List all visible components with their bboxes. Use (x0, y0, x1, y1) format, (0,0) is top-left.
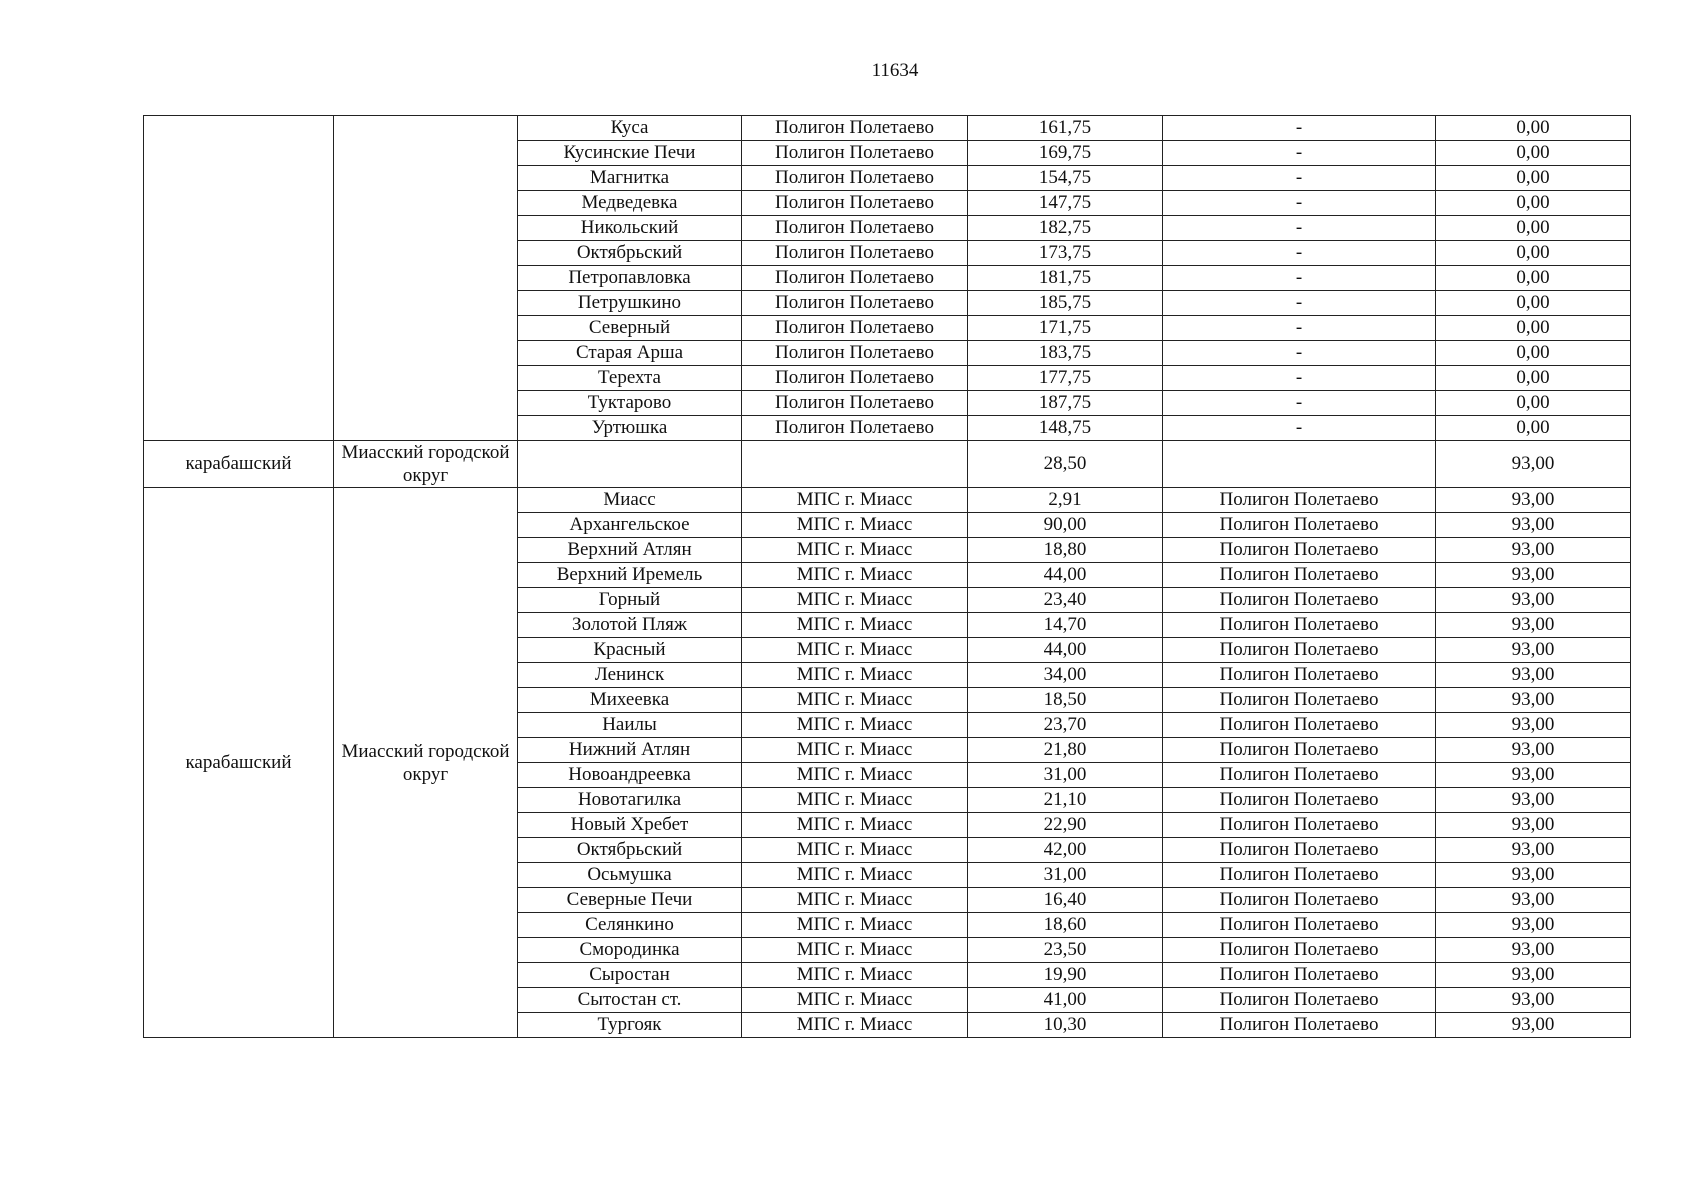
value-cell: 93,00 (1436, 863, 1631, 888)
settlement-cell: Михеевка (518, 688, 742, 713)
value-cell: 0,00 (1436, 266, 1631, 291)
zone-cell (144, 116, 334, 441)
distance-cell: 22,90 (968, 813, 1163, 838)
destination-cell: - (1163, 291, 1436, 316)
destination-cell: Полигон Полетаево (1163, 763, 1436, 788)
facility-cell: Полигон Полетаево (742, 266, 968, 291)
destination-cell: - (1163, 191, 1436, 216)
settlement-cell: Красный (518, 638, 742, 663)
value-cell: 0,00 (1436, 366, 1631, 391)
municipality-cell: Миасский городской округ (334, 441, 518, 488)
destination-cell: - (1163, 216, 1436, 241)
destination-cell: Полигон Полетаево (1163, 663, 1436, 688)
table-row (144, 488, 1631, 513)
value-cell: 93,00 (1436, 1013, 1631, 1038)
destination-cell: Полигон Полетаево (1163, 513, 1436, 538)
value-cell: 0,00 (1436, 166, 1631, 191)
municipality-cell: Миасский городской округ (334, 488, 518, 1038)
value-cell: 93,00 (1436, 663, 1631, 688)
summary-row (144, 441, 1631, 488)
facility-cell: Полигон Полетаево (742, 291, 968, 316)
destination-cell: - (1163, 166, 1436, 191)
distance-cell: 181,75 (968, 266, 1163, 291)
facility-cell: Полигон Полетаево (742, 316, 968, 341)
destination-cell: Полигон Полетаево (1163, 588, 1436, 613)
value-cell: 93,00 (1436, 763, 1631, 788)
facility-cell: МПС г. Миасс (742, 788, 968, 813)
destination-cell: - (1163, 316, 1436, 341)
facility-cell: МПС г. Миасс (742, 538, 968, 563)
facility-cell: МПС г. Миасс (742, 713, 968, 738)
distance-cell: 154,75 (968, 166, 1163, 191)
distance-cell: 2,91 (968, 488, 1163, 513)
settlement-cell: Новый Хребет (518, 813, 742, 838)
value-cell: 93,00 (1436, 441, 1631, 488)
facility-cell (742, 441, 968, 488)
settlement-cell: Терехта (518, 366, 742, 391)
settlement-cell: Тургояк (518, 1013, 742, 1038)
facility-cell: МПС г. Миасс (742, 563, 968, 588)
distance-cell: 31,00 (968, 763, 1163, 788)
settlement-cell: Магнитка (518, 166, 742, 191)
facility-cell: Полигон Полетаево (742, 366, 968, 391)
settlement-cell: Нижний Атлян (518, 738, 742, 763)
destination-cell: Полигон Полетаево (1163, 538, 1436, 563)
value-cell: 93,00 (1436, 913, 1631, 938)
distance-cell: 173,75 (968, 241, 1163, 266)
settlement-cell: Горный (518, 588, 742, 613)
distance-cell: 18,50 (968, 688, 1163, 713)
value-cell: 93,00 (1436, 488, 1631, 513)
facility-cell: Полигон Полетаево (742, 241, 968, 266)
facility-cell: МПС г. Миасс (742, 938, 968, 963)
value-cell: 0,00 (1436, 116, 1631, 141)
distance-cell: 44,00 (968, 638, 1163, 663)
destination-cell: - (1163, 391, 1436, 416)
table-body (144, 116, 1631, 1038)
value-cell: 0,00 (1436, 241, 1631, 266)
distance-cell: 21,80 (968, 738, 1163, 763)
settlement-cell: Верхний Иремель (518, 563, 742, 588)
page-number: 11634 (871, 60, 919, 81)
settlement-cell: Октябрьский (518, 838, 742, 863)
facility-cell: Полигон Полетаево (742, 141, 968, 166)
value-cell: 0,00 (1436, 341, 1631, 366)
distance-cell: 14,70 (968, 613, 1163, 638)
value-cell: 0,00 (1436, 191, 1631, 216)
facility-cell: МПС г. Миасс (742, 1013, 968, 1038)
destination-cell: Полигон Полетаево (1163, 788, 1436, 813)
destination-cell: - (1163, 141, 1436, 166)
zone-cell: карабашский (144, 441, 334, 488)
value-cell: 93,00 (1436, 888, 1631, 913)
distance-cell: 185,75 (968, 291, 1163, 316)
destination-cell: Полигон Полетаево (1163, 688, 1436, 713)
settlement-cell: Никольский (518, 216, 742, 241)
settlement-cell: Октябрьский (518, 241, 742, 266)
facility-cell: МПС г. Миасс (742, 738, 968, 763)
facility-cell: Полигон Полетаево (742, 116, 968, 141)
value-cell: 93,00 (1436, 713, 1631, 738)
municipality-cell (334, 116, 518, 441)
distance-cell: 31,00 (968, 863, 1163, 888)
destination-cell: Полигон Полетаево (1163, 1013, 1436, 1038)
distance-cell: 23,40 (968, 588, 1163, 613)
facility-cell: МПС г. Миасс (742, 988, 968, 1013)
facility-cell: МПС г. Миасс (742, 888, 968, 913)
facility-cell: МПС г. Миасс (742, 838, 968, 863)
settlement-cell: Архангельское (518, 513, 742, 538)
distance-cell: 148,75 (968, 416, 1163, 441)
value-cell: 93,00 (1436, 613, 1631, 638)
destination-cell: Полигон Полетаево (1163, 563, 1436, 588)
distance-cell: 18,80 (968, 538, 1163, 563)
facility-cell: МПС г. Миасс (742, 863, 968, 888)
settlement-cell: Ленинск (518, 663, 742, 688)
destination-cell: Полигон Полетаево (1163, 988, 1436, 1013)
value-cell: 0,00 (1436, 141, 1631, 166)
table-row (144, 116, 1631, 141)
value-cell: 93,00 (1436, 738, 1631, 763)
distance-cell: 16,40 (968, 888, 1163, 913)
facility-cell: МПС г. Миасс (742, 963, 968, 988)
distance-cell: 41,00 (968, 988, 1163, 1013)
distance-cell: 90,00 (968, 513, 1163, 538)
distance-cell: 169,75 (968, 141, 1163, 166)
facility-cell: МПС г. Миасс (742, 513, 968, 538)
destination-cell: - (1163, 116, 1436, 141)
value-cell: 93,00 (1436, 838, 1631, 863)
settlement-cell: Верхний Атлян (518, 538, 742, 563)
settlement-cell: Золотой Пляж (518, 613, 742, 638)
settlement-cell: Петрушкино (518, 291, 742, 316)
destination-cell: Полигон Полетаево (1163, 913, 1436, 938)
facility-cell: МПС г. Миасс (742, 613, 968, 638)
distance-cell: 19,90 (968, 963, 1163, 988)
destination-cell: Полигон Полетаево (1163, 488, 1436, 513)
value-cell: 93,00 (1436, 638, 1631, 663)
facility-cell: Полигон Полетаево (742, 416, 968, 441)
settlement-cell (518, 441, 742, 488)
value-cell: 93,00 (1436, 988, 1631, 1013)
destination-cell: Полигон Полетаево (1163, 938, 1436, 963)
value-cell: 0,00 (1436, 391, 1631, 416)
settlement-cell: Селянкино (518, 913, 742, 938)
destination-cell: - (1163, 241, 1436, 266)
settlement-cell: Новоандреевка (518, 763, 742, 788)
value-cell: 93,00 (1436, 963, 1631, 988)
value-cell: 93,00 (1436, 813, 1631, 838)
facility-cell: МПС г. Миасс (742, 638, 968, 663)
destination-cell: - (1163, 416, 1436, 441)
value-cell: 0,00 (1436, 316, 1631, 341)
destination-cell: Полигон Полетаево (1163, 613, 1436, 638)
destination-cell: Полигон Полетаево (1163, 838, 1436, 863)
distance-cell: 187,75 (968, 391, 1163, 416)
zone-cell: карабашский (144, 488, 334, 1038)
facility-cell: Полигон Полетаево (742, 391, 968, 416)
value-cell: 93,00 (1436, 563, 1631, 588)
facility-cell: МПС г. Миасс (742, 588, 968, 613)
facility-cell: МПС г. Миасс (742, 488, 968, 513)
facility-cell: МПС г. Миасс (742, 813, 968, 838)
settlement-cell: Туктарово (518, 391, 742, 416)
distance-cell: 21,10 (968, 788, 1163, 813)
settlement-cell: Осьмушка (518, 863, 742, 888)
settlement-cell: Наилы (518, 713, 742, 738)
waste-transport-table (143, 115, 1631, 1038)
settlement-cell: Новотагилка (518, 788, 742, 813)
distance-cell: 161,75 (968, 116, 1163, 141)
settlement-cell: Северный (518, 316, 742, 341)
settlement-cell: Куса (518, 116, 742, 141)
distance-cell: 147,75 (968, 191, 1163, 216)
distance-cell: 10,30 (968, 1013, 1163, 1038)
value-cell: 93,00 (1436, 788, 1631, 813)
value-cell: 0,00 (1436, 291, 1631, 316)
destination-cell: Полигон Полетаево (1163, 713, 1436, 738)
distance-cell: 183,75 (968, 341, 1163, 366)
destination-cell: Полигон Полетаево (1163, 863, 1436, 888)
facility-cell: Полигон Полетаево (742, 166, 968, 191)
facility-cell: Полигон Полетаево (742, 216, 968, 241)
facility-cell: МПС г. Миасс (742, 763, 968, 788)
value-cell: 93,00 (1436, 688, 1631, 713)
facility-cell: Полигон Полетаево (742, 341, 968, 366)
distance-cell: 182,75 (968, 216, 1163, 241)
settlement-cell: Старая Арша (518, 341, 742, 366)
settlement-cell: Уртюшка (518, 416, 742, 441)
value-cell: 93,00 (1436, 538, 1631, 563)
settlement-cell: Сытостан ст. (518, 988, 742, 1013)
facility-cell: МПС г. Миасс (742, 688, 968, 713)
destination-cell: Полигон Полетаево (1163, 813, 1436, 838)
destination-cell: Полигон Полетаево (1163, 638, 1436, 663)
settlement-cell: Сыростан (518, 963, 742, 988)
settlement-cell: Миасс (518, 488, 742, 513)
distance-cell: 34,00 (968, 663, 1163, 688)
distance-cell: 177,75 (968, 366, 1163, 391)
settlement-cell: Северные Печи (518, 888, 742, 913)
destination-cell: - (1163, 341, 1436, 366)
distance-cell: 44,00 (968, 563, 1163, 588)
destination-cell: Полигон Полетаево (1163, 888, 1436, 913)
distance-cell: 171,75 (968, 316, 1163, 341)
facility-cell: Полигон Полетаево (742, 191, 968, 216)
facility-cell: МПС г. Миасс (742, 913, 968, 938)
facility-cell: МПС г. Миасс (742, 663, 968, 688)
settlement-cell: Смородинка (518, 938, 742, 963)
value-cell: 93,00 (1436, 938, 1631, 963)
distance-cell: 18,60 (968, 913, 1163, 938)
distance-cell: 23,50 (968, 938, 1163, 963)
distance-cell: 28,50 (968, 441, 1163, 488)
distance-cell: 42,00 (968, 838, 1163, 863)
settlement-cell: Медведевка (518, 191, 742, 216)
settlement-cell: Петропавловка (518, 266, 742, 291)
distance-cell: 23,70 (968, 713, 1163, 738)
destination-cell: Полигон Полетаево (1163, 738, 1436, 763)
destination-cell: - (1163, 266, 1436, 291)
settlement-cell: Кусинские Печи (518, 141, 742, 166)
destination-cell: - (1163, 366, 1436, 391)
value-cell: 0,00 (1436, 416, 1631, 441)
value-cell: 93,00 (1436, 588, 1631, 613)
destination-cell: Полигон Полетаево (1163, 963, 1436, 988)
value-cell: 0,00 (1436, 216, 1631, 241)
value-cell: 93,00 (1436, 513, 1631, 538)
destination-cell (1163, 441, 1436, 488)
